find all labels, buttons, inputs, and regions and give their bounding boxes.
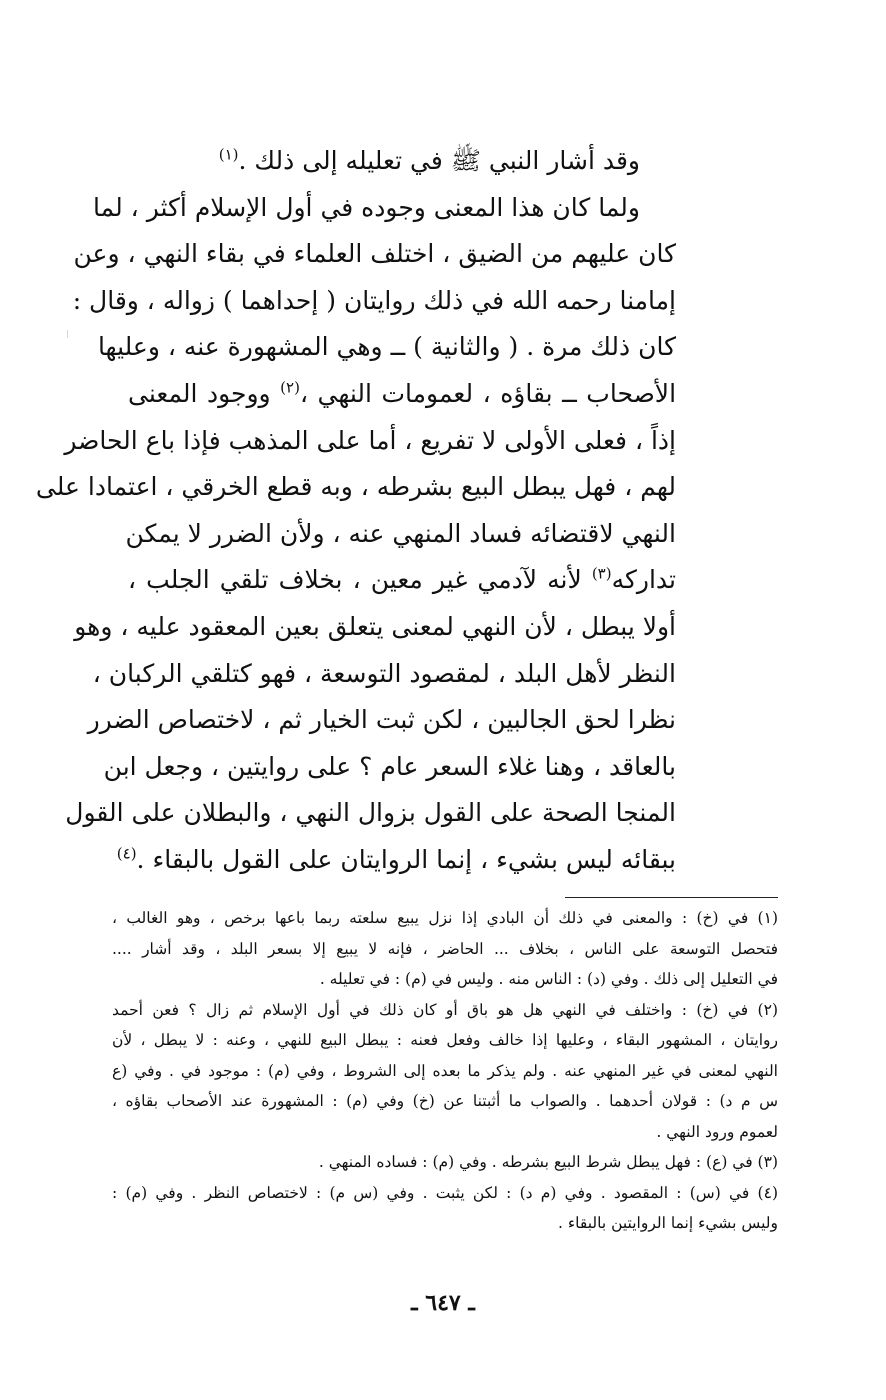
footnote-ref: (١): [218, 145, 239, 164]
main-line: أولا يبطل ، لأن النهي لمعنى يتعلق بعين المعقود عليه ، وهو: [74, 611, 676, 641]
footnotes: [112, 903, 778, 1239]
footnote-line: في التعليل إلى ذلك . وفي (د) : الناس منه . وليس في (م) : في تعليله .: [319, 970, 778, 988]
footnote-line: (٤) في (س) : المقصود . وفي (م د) : لكن يثبت . وفي (س م) : لاختصاص النظر . وفي (م) :: [112, 1183, 778, 1202]
main-line: كان عليهم من الضيق ، اختلف العلماء في بقاء النهي ، وعن: [73, 239, 676, 269]
main-line: تداركه$^{(٣)}$ لأنه لآدمي غير معين ، بخلاف تلقي الجلب ،: [128, 565, 676, 595]
main-line: المنجا الصحة على القول بزوال النهي ، والبطلان على القول: [65, 798, 676, 828]
footnote-line: النهي لمعنى في غير المنهي عنه . ولم يذكر ما بعده إلى الشروط ، وفي (م) : موجود في . وفي (ع: [112, 1061, 778, 1080]
footnote-line: فتحصل التوسعة على الناس ، بخلاف ... الحاضر ، فإنه لا يبيع إلا بسعر البلد ، وقد أشار ....: [112, 939, 778, 958]
page-number: ـ ٦٤٧ ـ: [411, 1290, 475, 1316]
footnote-line: روايتان ، المشهور البقاء ، وعليها إذا خالف وفعل فعنه : يبطل البيع للنهي ، وعنه : لا يبطل ، لأن: [112, 1031, 778, 1049]
main-line: لهم ، فهل يبطل البيع بشرطه ، وبه قطع الخرقي ، اعتمادا على: [35, 472, 676, 502]
footnote-line: (٢) في (خ) : واختلف في النهي هل هو باق أو كان ذلك في أول الإسلام ثم زال ؟ فعن أحمد: [112, 1000, 778, 1019]
main-line: ولما كان هذا المعنى وجوده في أول الإسلام أكثر ، لما: [93, 192, 640, 222]
footnote-line: س م د) : قولان أحدهما . والصواب ما أثبتنا عن (خ) وفي (م) : المشهورة عند الأصحاب بقاؤه ،: [112, 1092, 778, 1110]
main-line: إمامنا رحمه الله في ذلك روايتان ( إحداهما ) زواله ، وقال :: [72, 285, 676, 315]
main-line: ببقائه ليس بشيء ، إنما الروايتان على القول بالبقاء .$^{(٤)}$: [116, 844, 676, 874]
footnote-line: (٣) في (ع) : فهل يبطل شرط البيع بشرطه . وفي (م) : فساده المنهي .: [318, 1153, 778, 1171]
footnote-ref: (٢): [280, 378, 300, 397]
main-line: إذاً ، فعلى الأولى لا تفريع ، أما على المذهب فإذا باع الحاضر: [64, 425, 676, 455]
main-line: النظر لأهل البلد ، لمقصود التوسعة ، فهو كتلقي الركبان ،: [92, 658, 676, 688]
main-line: بالعاقد ، وهنا غلاء السعر عام ؟ على روايتين ، وجعل ابن: [103, 751, 676, 781]
main-line: كان ذلك مرة . ( والثانية ) ــ وهي المشهورة عنه ، وعليها: [97, 332, 676, 362]
main-text: [35, 138, 677, 884]
main-line: الأصحاب ــ بقاؤه ، لعمومات النهي ،$^{(٢)}$ ووجود المعنى: [128, 378, 677, 408]
footnote-line: وليس بشيء إنما الروايتين بالبقاء .: [558, 1214, 778, 1232]
margin-speck: [67, 330, 68, 338]
main-line: وقد أشار النبي ﷺ في تعليله إلى ذلك .$^{(١)}$: [218, 145, 640, 175]
main-line: نظرا لحق الجالبين ، لكن ثبت الخيار ثم ، لاختصاص الضرر: [87, 705, 676, 735]
footnote-ref: (٣): [591, 565, 612, 584]
footnote-ref: (٤): [116, 844, 137, 863]
main-line: النهي لاقتضائه فساد المنهي عنه ، ولأن الضرر لا يمكن: [125, 518, 676, 548]
footnote-separator: [565, 897, 778, 898]
footnote-line: (١) في (خ) : والمعنى في ذلك أن البادي إذا نزل يبيع سلعته ربما باعها برخص ، وهو الغالب ،: [112, 909, 778, 927]
footnote-line: لعموم ورود النهي .: [656, 1122, 778, 1141]
